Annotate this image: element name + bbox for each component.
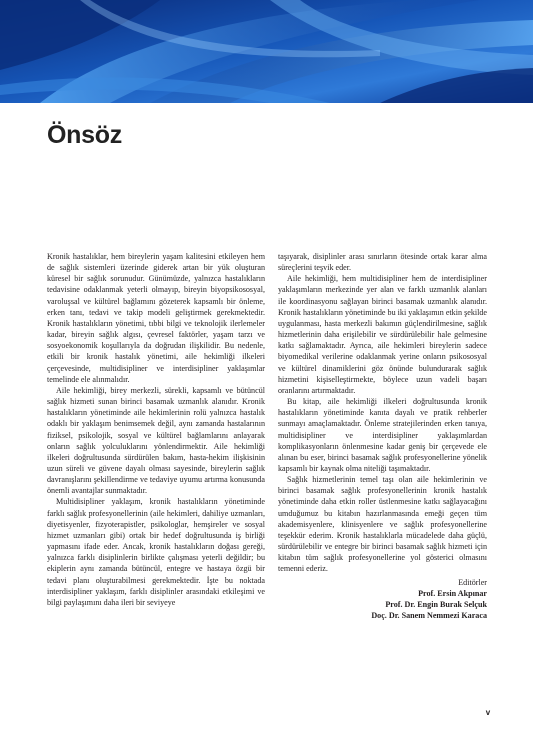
paragraph: Bu kitap, aile hekimliği ilkeleri doğrultusunda kronik hastalıkların yönetiminde kanıta dayalı ve pratik rehberler sunmayı amaçlamaktadır. Önleme stratejilerinden erken tanıya, multidisipliner ve interdisipliner yaklaşımlardan komplikasyonların önlenmesine kadar geniş bir çerçevede ele alınan bu eser, birinci basamak sağlık profesyonellerine yönelik kapsamlı bir kaynak olma niteliği taşımaktadır.	[278, 397, 487, 473]
paragraph: Aile hekimliği, hem multidisipliner hem de interdisipliner yaklaşımların merkezinde yer alan ve farklı uzmanlık alanları ile koordinasyonu sağlayan birinci basamak uzmanlık alanıdır. Kronik hastalıkların yönetiminde bu iki yaklaşımın etkin şekilde uygulanması, hasta merkezli bakımın güçlendirilmesine, sağlık hizmetlerinin daha erişilebilir ve sürdürülebilir hale gelmesine katkı sağlamaktadır. Ayrıca, aile hekimleri bireylerin sadece biyomedikal verilerine odaklanmak yerine onların psikososyal ve kültürel dinamiklerini göz önünde bulundurarak sağlık hizmetini kişiselleştirmekte, böylece uzun vadeli başarı oranlarını artırmaktadır.	[278, 274, 487, 395]
header-banner	[0, 0, 533, 103]
paragraph: Aile hekimliği, birey merkezli, sürekli, kapsamlı ve bütüncül sağlık hizmeti sunan birinci basamak uzmanlık alanıdır. Kronik hastalıkların yönetiminde aile hekimlerinin rolü yalnızca hastalık odaklı bir yaklaşım benimsemek değil, aynı zamanda hastalarının fiziksel, psikolojik, sosyal ve kültürel bağlamlarını anlayarak onların sağlık yolculuklarını yönlendirmektir. Aile hekimliği ilkeleri doğrultusunda sürdürülen bakım, hasta-hekim ilişkisinin uzun süreli ve güvene dayalı olması sayesinde, bireylerin sağlık davranışlarını şekillendirme ve tedaviye uyumu artırma konusunda önemli avantajlar sunmaktadır.	[47, 385, 265, 496]
text-column-left	[47, 251, 265, 608]
paragraph: Sağlık hizmetlerinin temel taşı olan aile hekimlerinin ve birinci basamak sağlık profesyonellerinin kronik hastalık yönetiminde daha etkin roller üstlenmesine katkı sağlayacağını umduğumuz bu kitabın hazırlanmasında emeği geçen tüm akademisyenlere, klinisyenlere ve sağlık profesyonellerine teşekkür ederim. Kronik hastalıklarla mücadelede daha güçlü, sürdürülebilir ve entegre bir birinci basamak sağlık hizmeti için kitabın tüm sağlık profesyonellerine yol gösterici olmasını temenni ederiz.	[278, 475, 487, 574]
signature-name: Prof. Ersin Akpınar	[418, 588, 487, 598]
signature-name: Doç. Dr. Sanem Nemmezi Karaca	[371, 611, 487, 621]
paragraph: Multidisipliner yaklaşım, kronik hastalıkların yönetiminde farklı sağlık profesyonellerinin (aile hekimleri, dahiliye uzmanları, diyetisyenler, fizyoterapistler, psikologlar, hemşireler ve sosyal hizmet uzmanları gibi) ortak bir hedef doğrultusunda iş birliği yapmasını ifade eder. Ancak, kronik hastalıkların doğası gereği, yalnızca farklı disiplinlerin birlikte çalışması yeterli değildir; bu ekiplerin aynı zamanda bütüncül, entegre ve hastaya özgü bir tedavi planı oluşturabilmesi gerekmektedir. İşte bu noktada interdisipliner yaklaşım, farklı disiplinler arasındaki etkileşimi ve bilgi paylaşımını daha ileri bir seviyeye	[47, 497, 265, 607]
text-column-right	[278, 251, 487, 621]
signature-name: Prof. Dr. Engin Burak Selçuk	[385, 599, 487, 609]
signature-label: Editörler	[458, 577, 487, 587]
signature-block	[278, 577, 487, 622]
paragraph: taşıyarak, disiplinler arası sınırların ötesinde ortak karar alma süreçlerini teşvik eder.	[278, 252, 487, 273]
page-title: Önsöz	[47, 121, 122, 149]
page-number: v	[485, 708, 491, 717]
paragraph: Kronik hastalıklar, hem bireylerin yaşam kalitesini etkileyen hem de sağlık sistemleri üzerinde giderek artan bir yük oluşturan küresel bir sağlık sorunudur. Günümüzde, yalnızca hastalıkların tedavisine odaklanmak yeterli olmayıp, bireyin biyopsikososyal, varoluşsal ve kültürel bağlamını gözeterek kapsamlı bir önleme, erken tanı, tedavi ve takip modeli geliştirmek gerekmektedir. Kronik hastalıkların yönetimi, tıbbi bilgi ve teknolojik ilerlemeler kadar, bireyin sağlık algısı, çevresel faktörler, yaşam tarzı ve sosyoekonomik koşullarıyla da doğrudan ilişkilidir. Bu nedenle, etkili bir kronik hastalık yönetimi, aile hekimliği ilkeleri çerçevesinde, multidisipliner ve interdisipliner yaklaşımlar temelinde ele alınmalıdır.	[47, 252, 265, 384]
